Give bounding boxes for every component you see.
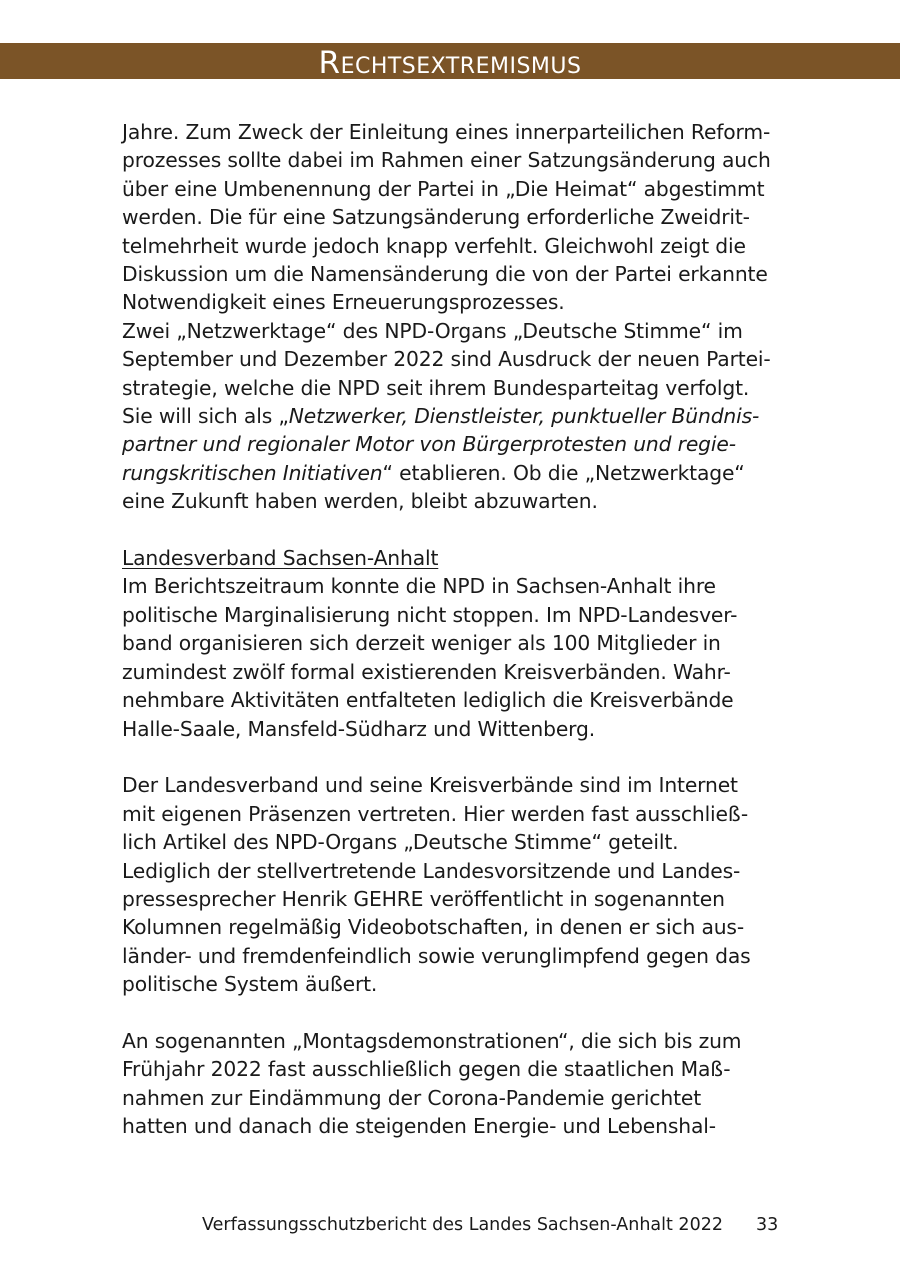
section-title [0, 43, 900, 79]
footer-title: Verfassungsschutzbericht des Landes Sachsen-Anhalt 2022 [202, 1215, 723, 1235]
text-line: nahmen zur Eindämmung der Corona-Pandemie gerichtet [122, 1085, 702, 1110]
text-line: strategie, welche die NPD seit ihrem Bundesparteitag verfolgt. [122, 375, 750, 400]
text-line: prozesses sollte dabei im Rahmen einer Satzungsänderung auch [122, 148, 771, 173]
body-text [122, 118, 792, 1141]
text-segment: “ etablieren. Ob die „Netzwerktage“ [382, 460, 745, 485]
text-line: mit eigenen Präsenzen vertreten. Hier werden fast ausschließ- [122, 801, 749, 826]
text-line: Zwei „Netzwerktage“ des NPD-Organs „Deutsche Stimme“ im [122, 318, 743, 343]
text-line [122, 430, 792, 458]
header-bar [0, 43, 900, 79]
text-line: Halle-Saale, Mansfeld-Südharz und Wittenberg. [122, 716, 595, 741]
paragraph-4 [122, 771, 792, 998]
quote-italic: partner und regionaler Motor von Bürgerprotesten und regie- [122, 432, 736, 457]
paragraph-1 [122, 118, 792, 317]
text-line: Jahre. Zum Zweck der Einleitung eines innerparteilichen Reform- [122, 120, 771, 144]
text-line: nehmbare Aktivitäten entfalteten lediglich die Kreisverbände [122, 688, 734, 713]
quote-italic: Netzwerker, Dienstleister, punktueller Bündnis- [288, 404, 760, 429]
paragraph-3 [122, 572, 792, 742]
text-line: lich Artikel des NPD-Organs „Deutsche Stimme“ geteilt. [122, 830, 679, 855]
text-line: An sogenannten „Montagsdemonstrationen“, die sich bis zum [122, 1028, 742, 1053]
text-line [122, 459, 792, 487]
text-line: Diskussion um die Namensänderung die von der Partei erkannte [122, 262, 768, 287]
text-line: September und Dezember 2022 sind Ausdruck der neuen Partei- [122, 347, 771, 372]
text-line: länder- und fremdenfeindlich sowie verunglimpfend gegen das [122, 943, 751, 968]
text-line: Lediglich der stellvertretende Landesvorsitzende und Landes- [122, 858, 741, 883]
paragraph-spacer [122, 743, 792, 771]
text-line [122, 402, 792, 430]
paragraph-5 [122, 1027, 792, 1141]
text-line: zumindest zwölf formal existierenden Kreisverbänden. Wahr- [122, 659, 731, 684]
paragraph-2 [122, 317, 792, 516]
text-line: eine Zukunft haben werden, bleibt abzuwarten. [122, 489, 598, 514]
section-heading-line [122, 544, 792, 572]
text-line: Kolumnen regelmäßig Videobotschaften, in denen er sich aus- [122, 915, 745, 940]
text-line: über eine Umbenennung der Partei in „Die Heimat“ abgestimmt [122, 176, 765, 201]
text-line: telmehrheit wurde jedoch knapp verfehlt. Gleichwohl zeigt die [122, 233, 746, 258]
section-title-rest: ECHTSEXTREMISMUS [340, 54, 582, 79]
text-line: pressesprecher Henrik GEHRE veröffentlicht in sogenannten [122, 886, 725, 911]
text-line: werden. Die für eine Satzungsänderung erforderliche Zweidrit- [122, 205, 750, 230]
text-line: Im Berichtszeitraum konnte die NPD in Sachsen-Anhalt ihre [122, 574, 716, 599]
text-line: hatten und danach die steigenden Energie- und Lebenshal- [122, 1114, 716, 1139]
section-title-initial: R [318, 45, 341, 81]
text-line: band organisieren sich derzeit weniger als 100 Mitglieder in [122, 631, 721, 656]
text-line: politische System äußert. [122, 972, 378, 997]
text-line: Notwendigkeit eines Erneuerungsprozesses. [122, 290, 565, 315]
paragraph-spacer [122, 999, 792, 1027]
quote-italic: rungskritischen Initiativen [122, 460, 383, 485]
text-line: Der Landesverband und seine Kreisverbände sind im Internet [122, 773, 738, 798]
text-segment: Sie will sich als „ [122, 404, 289, 429]
text-line: politische Marginalisierung nicht stoppen. Im NPD-Landesver- [122, 602, 738, 627]
paragraph-spacer [122, 516, 792, 544]
page-number: 33 [756, 1215, 779, 1235]
section-heading: Landesverband Sachsen-Anhalt [122, 546, 439, 571]
text-line: Frühjahr 2022 fast ausschließlich gegen die staatlichen Maß- [122, 1057, 731, 1082]
